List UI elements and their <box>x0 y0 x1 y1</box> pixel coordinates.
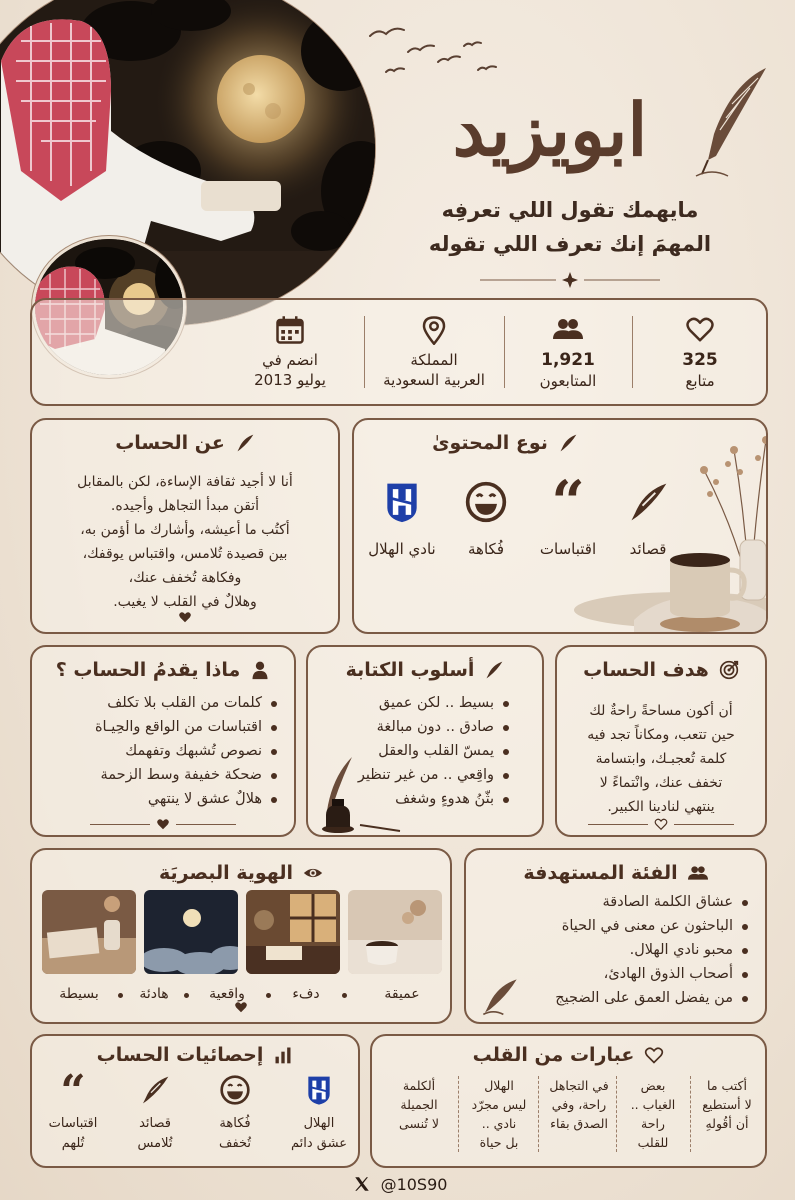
content-type-label: فُكاهة <box>468 540 504 558</box>
content-type-quotes <box>520 468 616 558</box>
separator-dot <box>184 993 189 998</box>
mood-label: دفء <box>292 986 320 1002</box>
account-stats-card <box>30 1034 360 1168</box>
list-item: هلالٌ عشق لا ينتهي <box>95 787 280 811</box>
phrase-item: في التجاهل راحة، وفي الصدق بقاء <box>549 1078 609 1131</box>
handle-text: @10S90 <box>380 1174 448 1194</box>
separator-dot <box>118 993 123 998</box>
separator-dot <box>342 993 347 998</box>
tagline-line-1: مايهمك تقول اللي تعرفِه <box>441 198 699 222</box>
list-item: الباحثون عن معنى في الحياة <box>555 914 751 938</box>
stat-value: 1,921 <box>541 350 595 370</box>
list-item: بسيط .. لكن عميق <box>358 691 512 715</box>
bar-chart-icon <box>273 1045 293 1065</box>
goal-text <box>567 699 755 819</box>
audience-list <box>555 890 751 1010</box>
account-stat-alhilal <box>284 1074 354 1154</box>
mood-photo-window <box>246 890 340 974</box>
about-line: وفكاهة تُخفف عنك، <box>128 570 242 586</box>
phrase-item: أكتب ما لا أستطيع أن أقُولهِ <box>702 1078 752 1131</box>
phrases-title-text: عبارات من القلب <box>472 1044 635 1066</box>
tagline-line-2: المهمَ إنك تعرف اللي تقوله <box>428 232 712 256</box>
content-type-label: نادي الهلال <box>368 540 436 558</box>
account-stat-humor <box>200 1074 270 1154</box>
goal-line: ينتهي لنادينا الكبير. <box>607 799 715 815</box>
quote-icon: “ <box>551 468 585 536</box>
audience-card <box>464 848 767 1024</box>
list-item: ضحكة خفيفة وسط الزحمة <box>95 763 280 787</box>
audience-title <box>466 862 765 884</box>
account-name: ابويزيد <box>452 87 648 172</box>
mood-photo-book <box>42 890 136 974</box>
writing-style-title-text: أسلوب الكتابة <box>345 659 475 681</box>
laugh-emoji-icon <box>464 480 508 524</box>
list-item: اقتباسات من الواقع والحِيـاة <box>95 715 280 739</box>
list-item: بثّنُ هدوءٍ وشغف <box>358 787 512 811</box>
footer-handle[interactable] <box>320 1172 480 1196</box>
heart-divider <box>90 817 236 831</box>
heart-divider-icon <box>178 610 192 624</box>
writing-style-card <box>306 645 544 837</box>
heart-divider <box>588 817 734 831</box>
stat-label: العربية السعودية <box>383 371 485 389</box>
audience-title-text: الفئة المستهدفة <box>523 862 678 884</box>
account-stat-label: الهلال عشق دائم <box>291 1116 347 1151</box>
list-item: عشاق الكلمة الصادقة <box>555 890 751 914</box>
stat-label: المتابعون <box>539 372 597 390</box>
account-stat-quotes <box>38 1066 108 1154</box>
visual-identity-card <box>30 848 452 1024</box>
stat-followers <box>632 300 768 404</box>
stat-following <box>504 300 632 404</box>
quill-icon <box>139 1074 171 1106</box>
heart-icon <box>685 314 715 344</box>
quill-decoration <box>480 976 520 1016</box>
mood-photo-coffee <box>348 890 442 974</box>
phrases-card <box>370 1034 767 1168</box>
location-pin-icon <box>419 315 449 345</box>
goal-title-text: هدف الحساب <box>583 659 709 681</box>
phrase-item: الهلال ليس مجرّد نادي .. بل حياة <box>471 1078 527 1150</box>
heart-icon <box>156 817 170 831</box>
stat-value: المملكة <box>410 351 458 369</box>
about-line: بين قصيدة تُلامس، واقتباس يوقفك، <box>82 546 288 562</box>
sparkle-divider <box>480 270 660 290</box>
stat-location <box>364 300 504 404</box>
quill-icon <box>484 660 504 680</box>
goal-title <box>557 659 765 681</box>
writing-style-title <box>308 659 542 681</box>
account-stat-label: اقتباسات تُلهم <box>48 1116 98 1151</box>
content-type-title-text: نوع المحتوىٰ <box>432 432 548 454</box>
stat-joined <box>216 300 364 404</box>
about-line: أتقن مبدأ التجاهل وأجيده. <box>110 498 260 514</box>
list-item: محبو نادي الهلال. <box>555 938 751 962</box>
about-line: وهلالٌ في القلب لا يغيب. <box>113 594 257 610</box>
account-stat-label: فُكاهة تُخفف <box>218 1116 252 1151</box>
phrase-item: بعض الغياب .. راحة للقلب <box>630 1078 676 1150</box>
content-type-card <box>352 418 768 634</box>
about-text <box>46 470 324 614</box>
list-item: يمسّ القلب والعقل <box>358 739 512 763</box>
quote-icon: “ <box>60 1066 86 1117</box>
mood-label: بسيطة <box>59 986 99 1002</box>
list-item: كلمات من القلب بلا تكلف <box>95 691 280 715</box>
user-icon <box>250 660 270 680</box>
goal-line: حين تتعب، ومكاناً تجد فيه <box>587 727 735 743</box>
quill-icon <box>235 433 255 453</box>
visual-identity-title <box>32 862 450 884</box>
content-type-label: قصائد <box>629 540 667 558</box>
mood-label: عميقة <box>384 986 420 1002</box>
goal-card <box>555 645 767 837</box>
stat-label: يوليو 2013 <box>254 371 326 389</box>
offers-card <box>30 645 296 837</box>
account-stat-poems <box>120 1074 190 1154</box>
quill-decoration <box>692 64 772 180</box>
separator-dot <box>266 993 271 998</box>
phrase-item: ألكلمة الجميلة لا تُنسى <box>399 1078 439 1131</box>
birds-decoration <box>368 22 518 82</box>
about-line: أنا لا أجيد ثقافة الإساءة، لكن بالمقابل <box>77 474 293 490</box>
list-item: من يفضل العمق على الضجيج <box>555 986 751 1010</box>
mood-photo-moon <box>144 890 238 974</box>
stat-value: 325 <box>682 350 718 370</box>
offers-title <box>32 659 294 681</box>
account-stat-label: قصائد تُلامس <box>137 1116 173 1151</box>
content-type-label: اقتباسات <box>539 540 597 558</box>
laugh-emoji-icon <box>219 1074 251 1106</box>
stat-value: انضم في <box>262 351 318 369</box>
alhilal-logo-icon <box>303 1074 335 1106</box>
list-item: صادق .. دون مبالغة <box>358 715 512 739</box>
x-logo-icon <box>353 1175 371 1193</box>
content-type-humor <box>438 480 534 558</box>
heart-outline-icon <box>644 1045 664 1065</box>
stat-label: متابع <box>685 372 715 390</box>
goal-line: كلمة تُعجبـك، وابتسامة <box>595 751 727 767</box>
mood-label: هادئة <box>139 986 169 1002</box>
visual-identity-title-text: الهوية البصريَة <box>159 862 293 884</box>
target-icon <box>719 660 739 680</box>
heart-divider-icon <box>234 1000 248 1014</box>
list-item: أصحاب الذوق الهادئ، <box>555 962 751 986</box>
about-line: أكتُب ما أعيشه، وأشارك ما أؤمن به، <box>80 522 290 538</box>
account-stats-title-text: إحصائيات الحساب <box>96 1044 264 1066</box>
heart-outline-icon <box>654 817 668 831</box>
list-item: نصوص تُشبهك وتفهمك <box>95 739 280 763</box>
users-icon <box>553 314 583 344</box>
stats-card <box>30 298 768 406</box>
account-stats-title <box>32 1044 358 1066</box>
about-title-text: عن الحساب <box>115 432 225 454</box>
quill-icon <box>626 480 670 524</box>
offers-list <box>95 691 280 811</box>
offers-title-text: ماذا يقدمُ الحساب ؟ <box>55 659 241 681</box>
phrases-title <box>372 1044 765 1066</box>
eye-icon <box>303 863 323 883</box>
alhilal-logo-icon <box>380 480 424 524</box>
list-item: واقِعي .. من غير تنظير <box>358 763 512 787</box>
calendar-icon <box>275 315 305 345</box>
mood-label: واقعية <box>209 986 245 1002</box>
goal-line: تخفف عنك، وانْتماءً لا <box>599 775 723 791</box>
goal-line: أن أكون مساحةً راحةٌ لك <box>589 703 733 719</box>
about-title <box>32 432 338 454</box>
content-type-alhilal <box>354 480 450 558</box>
users-icon <box>688 863 708 883</box>
about-card <box>30 418 340 634</box>
inkwell-quill-decoration <box>312 755 402 835</box>
